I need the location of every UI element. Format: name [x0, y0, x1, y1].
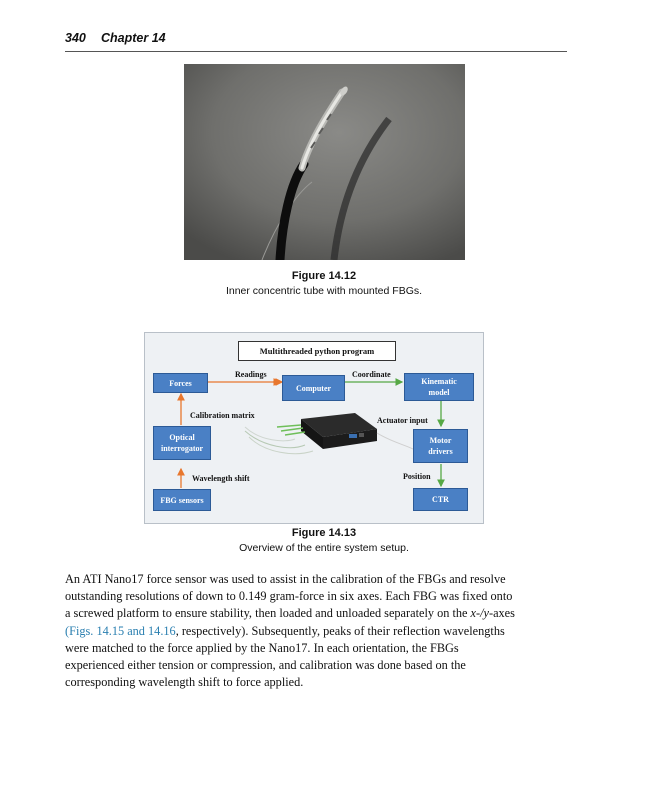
figure-13-caption: Overview of the entire system setup.: [239, 542, 409, 554]
optical-line-1: Optical: [169, 433, 195, 442]
fbg-sensors-box: FBG sensors: [153, 489, 211, 511]
kinematic-line-2: model: [428, 388, 450, 397]
program-box: Multithreaded python program: [238, 341, 396, 361]
tube-photo: [184, 64, 465, 260]
axes-italic: x-/y-: [470, 606, 494, 621]
body-paragraph: [65, 571, 575, 691]
readings-label: Readings: [235, 370, 267, 379]
motor-line-1: Motor: [429, 436, 452, 445]
body-line-3-text: a screwed platform to ensure stability, then loaded and unloaded separately on the: [65, 606, 471, 621]
figure-reference-link[interactable]: Figs. 14.15 and 14.16: [69, 623, 176, 638]
wavelength-shift-label: Wavelength shift: [192, 474, 250, 483]
optical-interrogator-box: [153, 426, 211, 460]
body-line-2: outstanding resolutions of down to 0.149 gram-force in six axes. Each FBG was fixed onto: [65, 589, 513, 604]
ctr-box: CTR: [413, 488, 468, 511]
motor-line-2: drivers: [428, 447, 453, 456]
body-line-4-text: , respectively). Subsequently, peaks of their reflection wavelengths: [175, 623, 505, 638]
body-line-6: experienced either tension or compression, and calibration was done based on the: [65, 658, 466, 673]
body-line-4: [65, 623, 575, 640]
figure-13-label: Figure 14.13: [291, 527, 357, 539]
kinematic-line-1: Kinematic: [421, 377, 457, 386]
figure-12-caption: Inner concentric tube with mounted FBGs.: [225, 285, 423, 297]
position-label: Position: [403, 472, 431, 481]
figure-12-label: Figure 14.12: [291, 270, 357, 282]
motor-drivers-box: [413, 429, 468, 463]
body-line-3: [65, 605, 575, 622]
body-line-1: An ATI Nano17 force sensor was used to assist in the calibration of the FBGs and resolve: [65, 572, 506, 586]
computer-box: Computer: [282, 375, 345, 401]
calibration-matrix-label: Calibration matrix: [190, 411, 255, 420]
body-line-5: were matched to the force applied by the Nano17. In each orientation, the FBGs: [65, 640, 459, 655]
actuator-input-label: Actuator input: [377, 416, 428, 425]
body-line-3-end: axes: [493, 606, 515, 621]
body-line-7: corresponding wavelength shift to force applied.: [65, 675, 304, 690]
ref-open-paren: (: [65, 623, 70, 638]
coordinate-label: Coordinate: [352, 370, 391, 379]
page-number: 340: [65, 31, 86, 45]
chapter-title: Chapter 14: [101, 31, 166, 45]
running-header: [65, 29, 567, 52]
system-diagram: [144, 332, 484, 524]
kinematic-model-box: [404, 373, 474, 401]
optical-line-2: interrogator: [160, 444, 204, 453]
forces-box: Forces: [153, 373, 208, 393]
